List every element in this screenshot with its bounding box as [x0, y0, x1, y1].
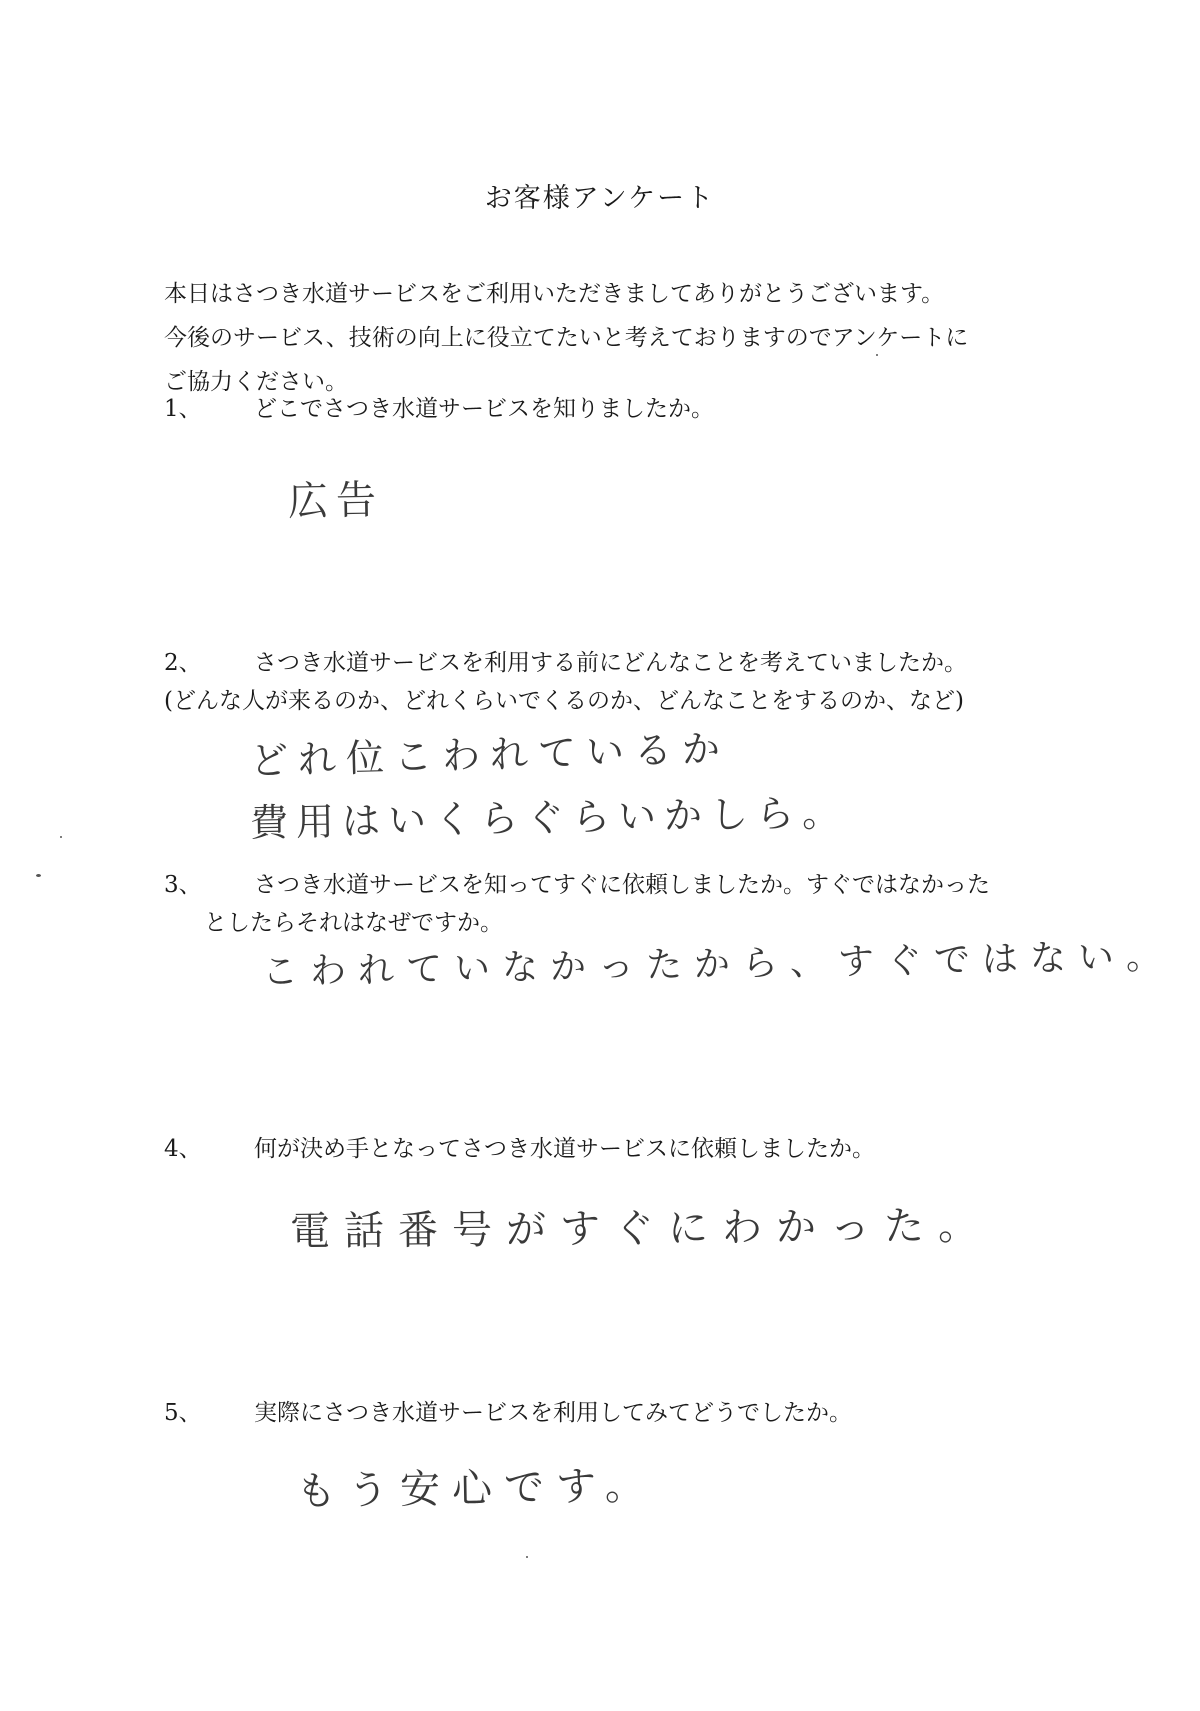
- question-1: [164, 390, 1064, 428]
- answer-3-line-1: こわれていなかったから、すぐではない。: [261, 936, 1175, 993]
- page-title: お客様アンケート: [484, 183, 716, 214]
- question-2-number: 2、: [164, 650, 202, 676]
- question-4: [164, 1130, 1064, 1168]
- question-3-text: さつき水道サービスを知ってすぐに依頼しましたか。すぐではなかった: [254, 872, 990, 898]
- intro-paragraph: [164, 272, 1064, 404]
- intro-line-1: 本日はさつき水道サービスをご利用いただきましてありがとうございます。: [164, 281, 945, 307]
- question-2-subtext: (どんな人が来るのか、どれくらいでくるのか、どんなことをするのか、など): [164, 688, 964, 714]
- answer-2-line-1: どれ位こわれているか: [249, 726, 731, 783]
- intro-line-3: ご協力ください。: [164, 369, 348, 395]
- question-4-number: 4、: [164, 1136, 202, 1162]
- scan-speck: [36, 874, 41, 877]
- question-4-text: 何が決め手となってさつき水道サービスに依頼しましたか。: [254, 1136, 875, 1162]
- scan-speck: [526, 1556, 528, 1558]
- question-5-text: 実際にさつき水道サービスを利用してみてどうでしたか。: [254, 1400, 852, 1426]
- answer-4-line-1: 電話番号がすぐにわかった。: [289, 1202, 993, 1255]
- question-2: [164, 644, 1064, 720]
- question-2-text: さつき水道サービスを利用する前にどんなことを考えていましたか。: [254, 650, 967, 676]
- question-1-text: どこでさつき水道サービスを知りましたか。: [254, 396, 714, 422]
- scan-speck: [876, 354, 878, 356]
- answer-2-line-2: 費用はいくらぐらいかしら。: [249, 790, 849, 845]
- question-5: [164, 1394, 1064, 1432]
- intro-line-2: 今後のサービス、技術の向上に役立てたいと考えておりますのでアンケートに: [164, 325, 969, 351]
- answer-1-line-1: 広告: [287, 477, 385, 525]
- question-5-number: 5、: [164, 1400, 202, 1426]
- question-3-number: 3、: [164, 872, 202, 898]
- question-3-continuation: としたらそれはなぜですか。: [204, 910, 503, 936]
- scan-speck: [60, 836, 62, 838]
- question-1-number: 1、: [164, 396, 202, 422]
- answer-5-line-1: もう安心です。: [295, 1462, 658, 1515]
- question-3: [164, 866, 1064, 942]
